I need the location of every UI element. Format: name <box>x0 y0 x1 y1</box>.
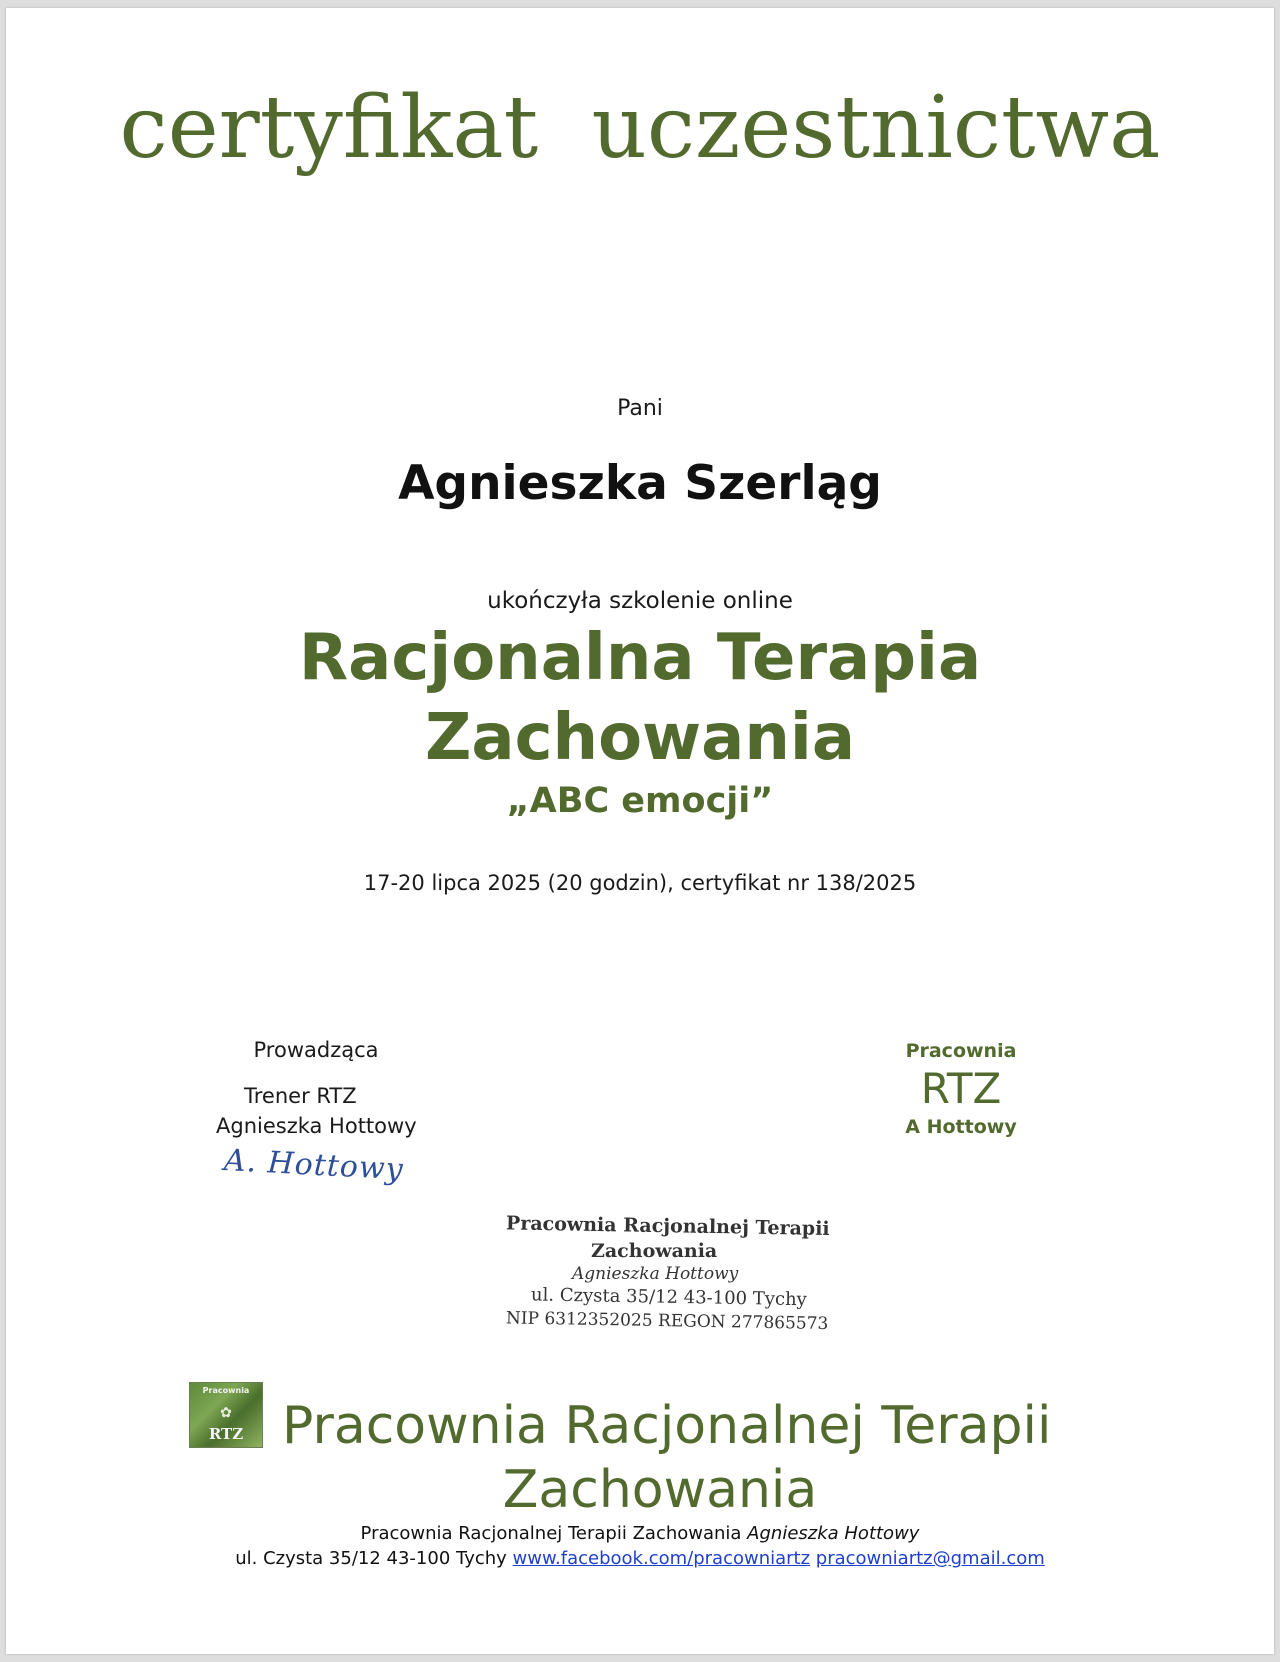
stamp-line4: ul. Czysta 35/12 43-100 Tychy <box>530 1284 807 1311</box>
course-title-line2: Zachowania <box>424 701 856 775</box>
footer-org-text: Pracownia Racjonalnej Terapii Zachowania <box>360 1523 748 1544</box>
facebook-link[interactable]: www.facebook.com/pracowniartz <box>512 1548 811 1569</box>
footer-line1 <box>6 1523 1274 1544</box>
leader-role: Trener RTZ <box>244 1084 357 1108</box>
organization-name-line2: Zachowania <box>502 1460 818 1520</box>
participant-name: Agnieszka Szerląg <box>398 456 882 511</box>
leader-signature: A. Hottowy <box>223 1143 405 1188</box>
rtz-block-middle: RTZ <box>920 1064 1002 1113</box>
footer-owner-name: Agnieszka Hottowy <box>747 1523 920 1544</box>
footer-address: ul. Czysta 35/12 43-100 Tychy <box>235 1548 513 1569</box>
logo-top-text: Pracownia <box>202 1386 250 1395</box>
course-details: 17-20 lipca 2025 (20 godzin), certyfikat nr 138/2025 <box>363 871 917 895</box>
stamp-line2: Zachowania <box>591 1240 718 1262</box>
completed-text: ukończyła szkolenie online <box>487 588 793 614</box>
certificate-page <box>6 8 1274 1654</box>
flower-icon: ✿ <box>220 1405 232 1421</box>
footer-line2 <box>6 1548 1274 1569</box>
stamp-line5: NIP 6312352025 REGON 277865573 <box>505 1308 829 1335</box>
stamp-line3: Agnieszka Hottowy <box>572 1264 739 1284</box>
leader-label: Prowadząca <box>253 1038 379 1062</box>
course-subtitle: „ABC emocji” <box>506 781 774 821</box>
certificate-title: certyfikat uczestnictwa <box>119 78 1161 178</box>
rtz-block-bottom: A Hottowy <box>905 1116 1017 1138</box>
leader-name: Agnieszka Hottowy <box>216 1114 417 1138</box>
email-link[interactable]: pracowniartz@gmail.com <box>815 1548 1045 1569</box>
logo-bottom-text: RTZ <box>208 1425 244 1443</box>
stamp-line1: Pracownia Racjonalnej Terapii <box>505 1212 830 1241</box>
salutation: Pani <box>617 396 663 421</box>
rtz-block-top: Pracownia <box>905 1040 1017 1062</box>
course-title-line1: Racjonalna Terapia <box>298 621 982 695</box>
rtz-logo <box>189 1382 263 1448</box>
organization-name-line1: Pracownia Racjonalnej Terapii <box>282 1396 1052 1456</box>
